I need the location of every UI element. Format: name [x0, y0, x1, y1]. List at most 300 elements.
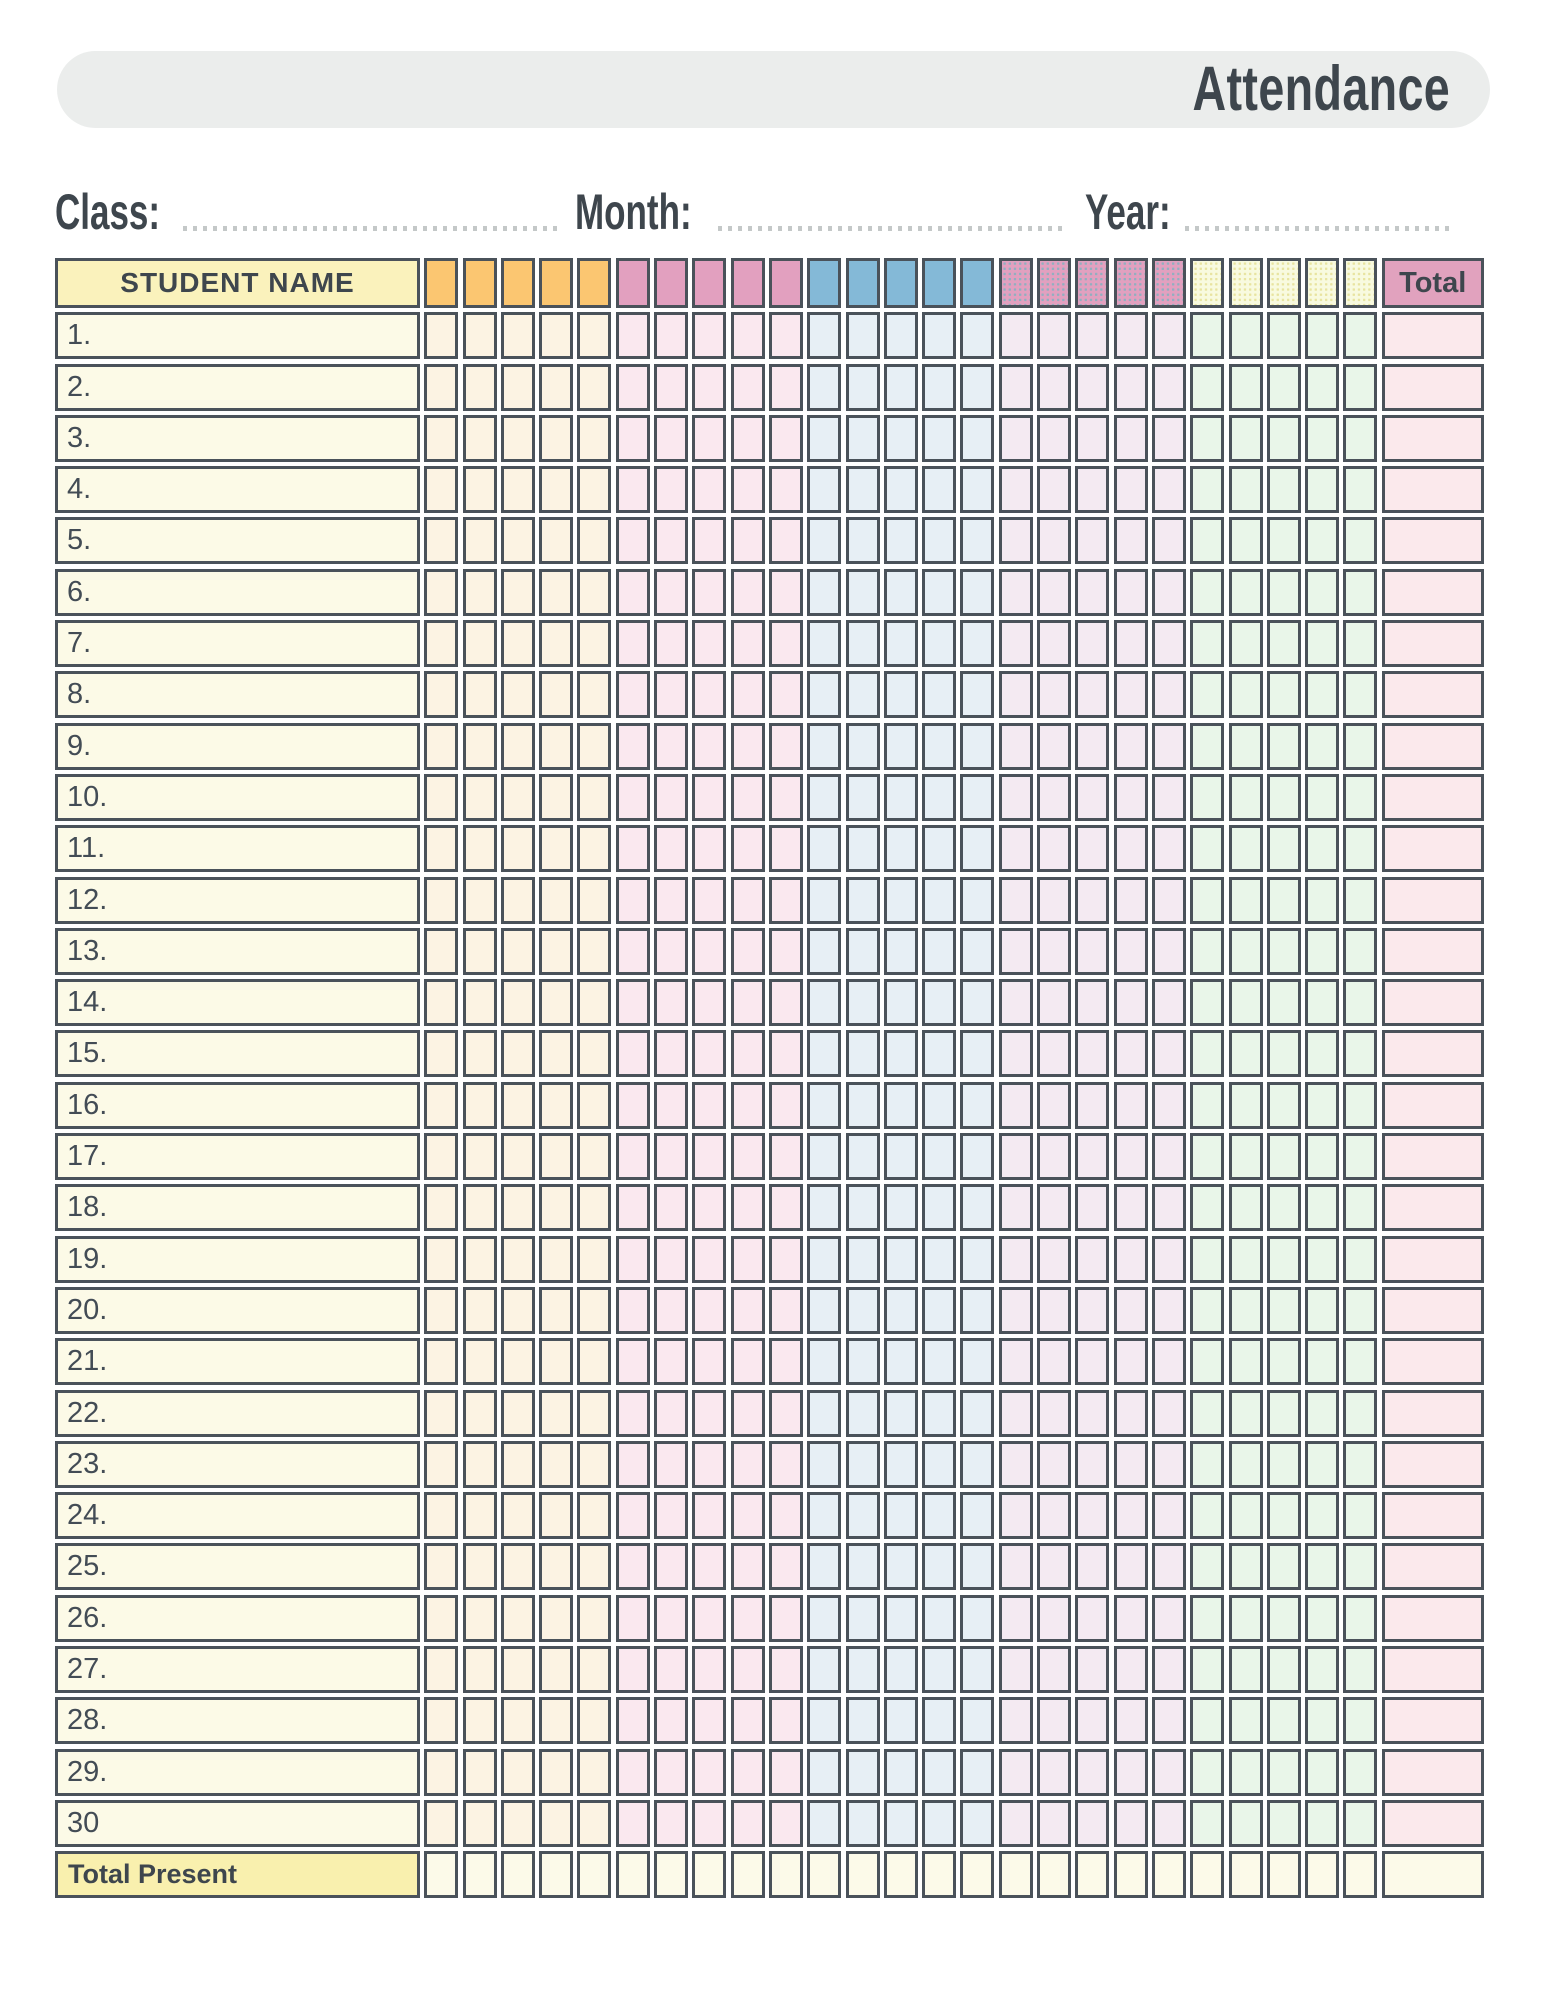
attendance-cell[interactable]: [501, 466, 535, 513]
attendance-cell[interactable]: [1305, 1749, 1339, 1796]
attendance-cell[interactable]: [1305, 723, 1339, 770]
attendance-cell[interactable]: [616, 415, 650, 462]
attendance-cell[interactable]: [1343, 1338, 1377, 1385]
attendance-cell[interactable]: [731, 1492, 765, 1539]
attendance-cell[interactable]: [769, 1646, 803, 1693]
attendance-cell[interactable]: [846, 620, 880, 667]
total-present-cell[interactable]: [1229, 1851, 1263, 1898]
attendance-cell[interactable]: [692, 928, 726, 975]
attendance-cell[interactable]: [654, 723, 688, 770]
attendance-cell[interactable]: [769, 1338, 803, 1385]
attendance-cell[interactable]: [1267, 1543, 1301, 1590]
attendance-cell[interactable]: [1075, 1287, 1109, 1334]
attendance-cell[interactable]: [692, 1697, 726, 1744]
attendance-cell[interactable]: [960, 466, 994, 513]
attendance-cell[interactable]: [654, 671, 688, 718]
attendance-cell[interactable]: [654, 1749, 688, 1796]
attendance-cell[interactable]: [424, 1646, 458, 1693]
attendance-cell[interactable]: [807, 1236, 841, 1283]
attendance-cell[interactable]: [1305, 1800, 1339, 1847]
attendance-cell[interactable]: [1037, 671, 1071, 718]
attendance-cell[interactable]: [463, 1543, 497, 1590]
attendance-cell[interactable]: [731, 1543, 765, 1590]
attendance-cell[interactable]: [539, 1184, 573, 1231]
attendance-cell[interactable]: [463, 1030, 497, 1077]
attendance-cell[interactable]: [999, 1543, 1033, 1590]
attendance-cell[interactable]: [424, 569, 458, 616]
attendance-cell[interactable]: [501, 1184, 535, 1231]
attendance-cell[interactable]: [1267, 1749, 1301, 1796]
attendance-cell[interactable]: [999, 569, 1033, 616]
attendance-cell[interactable]: [1305, 928, 1339, 975]
attendance-cell[interactable]: [922, 1749, 956, 1796]
attendance-cell[interactable]: [807, 1441, 841, 1488]
attendance-cell[interactable]: [616, 364, 650, 411]
attendance-cell[interactable]: [1343, 466, 1377, 513]
attendance-cell[interactable]: [1305, 877, 1339, 924]
attendance-cell[interactable]: [922, 364, 956, 411]
student-name-cell[interactable]: 28.: [55, 1697, 420, 1744]
attendance-cell[interactable]: [1152, 1697, 1186, 1744]
attendance-cell[interactable]: [424, 774, 458, 821]
attendance-cell[interactable]: [1075, 1543, 1109, 1590]
attendance-cell[interactable]: [731, 1082, 765, 1129]
total-cell[interactable]: [1382, 1646, 1484, 1693]
attendance-cell[interactable]: [539, 1030, 573, 1077]
attendance-cell[interactable]: [884, 1236, 918, 1283]
attendance-cell[interactable]: [1343, 1646, 1377, 1693]
attendance-cell[interactable]: [807, 569, 841, 616]
attendance-cell[interactable]: [577, 1030, 611, 1077]
attendance-cell[interactable]: [1152, 1543, 1186, 1590]
attendance-cell[interactable]: [1152, 877, 1186, 924]
attendance-cell[interactable]: [1229, 1287, 1263, 1334]
attendance-cell[interactable]: [846, 1543, 880, 1590]
total-cell[interactable]: [1382, 466, 1484, 513]
attendance-cell[interactable]: [884, 1390, 918, 1437]
attendance-cell[interactable]: [463, 671, 497, 718]
attendance-cell[interactable]: [960, 825, 994, 872]
attendance-cell[interactable]: [846, 1287, 880, 1334]
attendance-cell[interactable]: [424, 1441, 458, 1488]
attendance-cell[interactable]: [846, 979, 880, 1026]
attendance-cell[interactable]: [692, 466, 726, 513]
attendance-cell[interactable]: [577, 1338, 611, 1385]
attendance-cell[interactable]: [960, 671, 994, 718]
attendance-cell[interactable]: [539, 774, 573, 821]
attendance-cell[interactable]: [1229, 1082, 1263, 1129]
attendance-cell[interactable]: [692, 364, 726, 411]
total-present-cell[interactable]: [616, 1851, 650, 1898]
attendance-cell[interactable]: [424, 1236, 458, 1283]
attendance-cell[interactable]: [577, 312, 611, 359]
attendance-cell[interactable]: [501, 1338, 535, 1385]
attendance-cell[interactable]: [692, 671, 726, 718]
attendance-cell[interactable]: [769, 312, 803, 359]
attendance-cell[interactable]: [884, 1441, 918, 1488]
attendance-cell[interactable]: [807, 723, 841, 770]
attendance-cell[interactable]: [539, 364, 573, 411]
total-cell[interactable]: [1382, 1082, 1484, 1129]
attendance-cell[interactable]: [1152, 1646, 1186, 1693]
attendance-cell[interactable]: [846, 723, 880, 770]
attendance-cell[interactable]: [1229, 1030, 1263, 1077]
attendance-cell[interactable]: [577, 1441, 611, 1488]
attendance-cell[interactable]: [1037, 723, 1071, 770]
attendance-cell[interactable]: [539, 877, 573, 924]
attendance-cell[interactable]: [463, 928, 497, 975]
attendance-cell[interactable]: [1343, 1800, 1377, 1847]
student-name-cell[interactable]: 14.: [55, 979, 420, 1026]
attendance-cell[interactable]: [922, 1287, 956, 1334]
attendance-cell[interactable]: [577, 1595, 611, 1642]
attendance-cell[interactable]: [1037, 1287, 1071, 1334]
attendance-cell[interactable]: [692, 825, 726, 872]
attendance-cell[interactable]: [577, 723, 611, 770]
attendance-cell[interactable]: [654, 364, 688, 411]
attendance-cell[interactable]: [463, 1236, 497, 1283]
attendance-cell[interactable]: [692, 1082, 726, 1129]
attendance-cell[interactable]: [846, 364, 880, 411]
student-name-cell[interactable]: 8.: [55, 671, 420, 718]
attendance-cell[interactable]: [884, 1184, 918, 1231]
attendance-cell[interactable]: [1114, 620, 1148, 667]
attendance-cell[interactable]: [616, 1697, 650, 1744]
attendance-cell[interactable]: [731, 825, 765, 872]
attendance-cell[interactable]: [654, 774, 688, 821]
attendance-cell[interactable]: [807, 1390, 841, 1437]
attendance-cell[interactable]: [1267, 774, 1301, 821]
attendance-cell[interactable]: [884, 1800, 918, 1847]
attendance-cell[interactable]: [999, 1030, 1033, 1077]
attendance-cell[interactable]: [731, 1595, 765, 1642]
total-cell[interactable]: [1382, 364, 1484, 411]
attendance-cell[interactable]: [1152, 774, 1186, 821]
attendance-cell[interactable]: [616, 312, 650, 359]
attendance-cell[interactable]: [846, 517, 880, 564]
attendance-cell[interactable]: [424, 1133, 458, 1180]
attendance-cell[interactable]: [654, 1030, 688, 1077]
attendance-cell[interactable]: [999, 1595, 1033, 1642]
attendance-cell[interactable]: [539, 979, 573, 1026]
attendance-cell[interactable]: [1343, 928, 1377, 975]
attendance-cell[interactable]: [692, 723, 726, 770]
attendance-cell[interactable]: [1343, 1697, 1377, 1744]
attendance-cell[interactable]: [1229, 364, 1263, 411]
attendance-cell[interactable]: [1229, 312, 1263, 359]
attendance-cell[interactable]: [501, 1133, 535, 1180]
attendance-cell[interactable]: [922, 1030, 956, 1077]
attendance-cell[interactable]: [1037, 312, 1071, 359]
attendance-cell[interactable]: [884, 723, 918, 770]
attendance-cell[interactable]: [654, 415, 688, 462]
attendance-cell[interactable]: [501, 1390, 535, 1437]
attendance-cell[interactable]: [1114, 312, 1148, 359]
attendance-cell[interactable]: [1152, 620, 1186, 667]
attendance-cell[interactable]: [1114, 825, 1148, 872]
total-cell[interactable]: [1382, 1441, 1484, 1488]
attendance-cell[interactable]: [999, 415, 1033, 462]
attendance-cell[interactable]: [807, 466, 841, 513]
attendance-cell[interactable]: [1229, 517, 1263, 564]
total-present-cell[interactable]: [539, 1851, 573, 1898]
attendance-cell[interactable]: [1075, 723, 1109, 770]
attendance-cell[interactable]: [922, 979, 956, 1026]
attendance-cell[interactable]: [960, 569, 994, 616]
attendance-cell[interactable]: [539, 723, 573, 770]
attendance-cell[interactable]: [1037, 466, 1071, 513]
attendance-cell[interactable]: [654, 312, 688, 359]
attendance-cell[interactable]: [577, 1543, 611, 1590]
attendance-cell[interactable]: [501, 517, 535, 564]
attendance-cell[interactable]: [999, 1287, 1033, 1334]
attendance-cell[interactable]: [1190, 466, 1224, 513]
attendance-cell[interactable]: [1267, 1030, 1301, 1077]
attendance-cell[interactable]: [654, 569, 688, 616]
attendance-cell[interactable]: [616, 1030, 650, 1077]
attendance-cell[interactable]: [1075, 620, 1109, 667]
attendance-cell[interactable]: [1075, 1646, 1109, 1693]
attendance-cell[interactable]: [616, 671, 650, 718]
attendance-cell[interactable]: [1114, 877, 1148, 924]
attendance-cell[interactable]: [577, 569, 611, 616]
attendance-cell[interactable]: [731, 1184, 765, 1231]
total-cell[interactable]: [1382, 1184, 1484, 1231]
attendance-cell[interactable]: [922, 723, 956, 770]
attendance-cell[interactable]: [692, 415, 726, 462]
total-present-cell[interactable]: [960, 1851, 994, 1898]
attendance-cell[interactable]: [922, 1338, 956, 1385]
attendance-cell[interactable]: [884, 671, 918, 718]
attendance-cell[interactable]: [463, 569, 497, 616]
attendance-cell[interactable]: [1343, 979, 1377, 1026]
attendance-cell[interactable]: [1267, 517, 1301, 564]
attendance-cell[interactable]: [960, 877, 994, 924]
attendance-cell[interactable]: [922, 312, 956, 359]
attendance-cell[interactable]: [1229, 1492, 1263, 1539]
attendance-cell[interactable]: [1075, 569, 1109, 616]
attendance-cell[interactable]: [999, 1184, 1033, 1231]
attendance-cell[interactable]: [846, 877, 880, 924]
student-name-cell[interactable]: 3.: [55, 415, 420, 462]
attendance-cell[interactable]: [1152, 1236, 1186, 1283]
attendance-cell[interactable]: [692, 1492, 726, 1539]
attendance-cell[interactable]: [731, 1030, 765, 1077]
attendance-cell[interactable]: [1114, 1236, 1148, 1283]
attendance-cell[interactable]: [922, 1441, 956, 1488]
attendance-cell[interactable]: [1305, 825, 1339, 872]
attendance-cell[interactable]: [1305, 620, 1339, 667]
total-cell[interactable]: [1382, 1030, 1484, 1077]
attendance-cell[interactable]: [1229, 1595, 1263, 1642]
attendance-cell[interactable]: [1305, 1595, 1339, 1642]
attendance-cell[interactable]: [577, 1184, 611, 1231]
attendance-cell[interactable]: [846, 312, 880, 359]
attendance-cell[interactable]: [1190, 774, 1224, 821]
student-name-cell[interactable]: 7.: [55, 620, 420, 667]
attendance-cell[interactable]: [1305, 1184, 1339, 1231]
total-cell[interactable]: [1382, 1595, 1484, 1642]
attendance-cell[interactable]: [769, 620, 803, 667]
attendance-cell[interactable]: [846, 1492, 880, 1539]
attendance-cell[interactable]: [999, 671, 1033, 718]
attendance-cell[interactable]: [463, 1749, 497, 1796]
student-name-cell[interactable]: 24.: [55, 1492, 420, 1539]
attendance-cell[interactable]: [731, 364, 765, 411]
attendance-cell[interactable]: [501, 1030, 535, 1077]
attendance-cell[interactable]: [1114, 1646, 1148, 1693]
attendance-cell[interactable]: [616, 928, 650, 975]
total-cell[interactable]: [1382, 415, 1484, 462]
attendance-cell[interactable]: [960, 1800, 994, 1847]
attendance-cell[interactable]: [999, 364, 1033, 411]
attendance-cell[interactable]: [999, 517, 1033, 564]
attendance-cell[interactable]: [501, 1287, 535, 1334]
attendance-cell[interactable]: [1075, 415, 1109, 462]
attendance-cell[interactable]: [1305, 466, 1339, 513]
attendance-cell[interactable]: [501, 825, 535, 872]
attendance-cell[interactable]: [1343, 312, 1377, 359]
student-name-cell[interactable]: 23.: [55, 1441, 420, 1488]
attendance-cell[interactable]: [922, 620, 956, 667]
year-input-line[interactable]: [1185, 226, 1455, 231]
attendance-cell[interactable]: [463, 825, 497, 872]
attendance-cell[interactable]: [1075, 1082, 1109, 1129]
attendance-cell[interactable]: [501, 1749, 535, 1796]
attendance-cell[interactable]: [846, 1441, 880, 1488]
attendance-cell[interactable]: [1114, 723, 1148, 770]
attendance-cell[interactable]: [463, 723, 497, 770]
attendance-cell[interactable]: [692, 620, 726, 667]
attendance-cell[interactable]: [846, 466, 880, 513]
total-present-cell[interactable]: [1075, 1851, 1109, 1898]
attendance-cell[interactable]: [1037, 517, 1071, 564]
attendance-cell[interactable]: [692, 1595, 726, 1642]
attendance-cell[interactable]: [769, 723, 803, 770]
attendance-cell[interactable]: [1343, 1082, 1377, 1129]
attendance-cell[interactable]: [1229, 1390, 1263, 1437]
attendance-cell[interactable]: [692, 1441, 726, 1488]
student-name-cell[interactable]: 19.: [55, 1236, 420, 1283]
attendance-cell[interactable]: [577, 466, 611, 513]
attendance-cell[interactable]: [884, 1338, 918, 1385]
attendance-cell[interactable]: [731, 928, 765, 975]
attendance-cell[interactable]: [999, 1133, 1033, 1180]
attendance-cell[interactable]: [1267, 979, 1301, 1026]
attendance-cell[interactable]: [960, 1749, 994, 1796]
attendance-cell[interactable]: [1037, 620, 1071, 667]
attendance-cell[interactable]: [501, 1492, 535, 1539]
student-name-cell[interactable]: 17.: [55, 1133, 420, 1180]
attendance-cell[interactable]: [1190, 1646, 1224, 1693]
attendance-cell[interactable]: [1343, 1184, 1377, 1231]
attendance-cell[interactable]: [539, 1646, 573, 1693]
attendance-cell[interactable]: [999, 1749, 1033, 1796]
total-present-cell[interactable]: [1152, 1851, 1186, 1898]
attendance-cell[interactable]: [424, 415, 458, 462]
attendance-cell[interactable]: [884, 620, 918, 667]
attendance-cell[interactable]: [463, 466, 497, 513]
attendance-cell[interactable]: [654, 466, 688, 513]
attendance-cell[interactable]: [1152, 979, 1186, 1026]
attendance-cell[interactable]: [1152, 364, 1186, 411]
attendance-cell[interactable]: [1343, 415, 1377, 462]
attendance-cell[interactable]: [577, 877, 611, 924]
attendance-cell[interactable]: [1267, 569, 1301, 616]
attendance-cell[interactable]: [1190, 1595, 1224, 1642]
attendance-cell[interactable]: [1075, 1133, 1109, 1180]
attendance-cell[interactable]: [731, 1287, 765, 1334]
attendance-cell[interactable]: [1229, 1543, 1263, 1590]
attendance-cell[interactable]: [1037, 569, 1071, 616]
attendance-cell[interactable]: [731, 671, 765, 718]
attendance-cell[interactable]: [1190, 671, 1224, 718]
attendance-cell[interactable]: [577, 825, 611, 872]
attendance-cell[interactable]: [1343, 1492, 1377, 1539]
student-name-cell[interactable]: 20.: [55, 1287, 420, 1334]
attendance-cell[interactable]: [1037, 1390, 1071, 1437]
attendance-cell[interactable]: [999, 825, 1033, 872]
attendance-cell[interactable]: [769, 569, 803, 616]
attendance-cell[interactable]: [463, 1646, 497, 1693]
attendance-cell[interactable]: [884, 466, 918, 513]
attendance-cell[interactable]: [501, 312, 535, 359]
attendance-cell[interactable]: [1037, 415, 1071, 462]
attendance-cell[interactable]: [731, 1390, 765, 1437]
attendance-cell[interactable]: [539, 1133, 573, 1180]
attendance-cell[interactable]: [1343, 1133, 1377, 1180]
attendance-cell[interactable]: [1305, 312, 1339, 359]
attendance-cell[interactable]: [999, 979, 1033, 1026]
attendance-cell[interactable]: [769, 1287, 803, 1334]
attendance-cell[interactable]: [999, 723, 1033, 770]
attendance-cell[interactable]: [616, 1338, 650, 1385]
attendance-cell[interactable]: [1267, 1082, 1301, 1129]
attendance-cell[interactable]: [692, 1030, 726, 1077]
attendance-cell[interactable]: [999, 1390, 1033, 1437]
attendance-cell[interactable]: [769, 877, 803, 924]
attendance-cell[interactable]: [1190, 877, 1224, 924]
attendance-cell[interactable]: [769, 1492, 803, 1539]
attendance-cell[interactable]: [922, 825, 956, 872]
total-present-cell[interactable]: [463, 1851, 497, 1898]
attendance-cell[interactable]: [1037, 1697, 1071, 1744]
total-present-cell[interactable]: [846, 1851, 880, 1898]
attendance-cell[interactable]: [501, 877, 535, 924]
attendance-cell[interactable]: [807, 1646, 841, 1693]
attendance-cell[interactable]: [922, 1595, 956, 1642]
attendance-cell[interactable]: [616, 1184, 650, 1231]
attendance-cell[interactable]: [616, 877, 650, 924]
total-cell[interactable]: [1382, 1749, 1484, 1796]
attendance-cell[interactable]: [424, 364, 458, 411]
attendance-cell[interactable]: [769, 415, 803, 462]
attendance-cell[interactable]: [1343, 620, 1377, 667]
attendance-cell[interactable]: [1305, 1030, 1339, 1077]
attendance-cell[interactable]: [654, 1184, 688, 1231]
attendance-cell[interactable]: [1229, 1184, 1263, 1231]
student-name-cell[interactable]: 5.: [55, 517, 420, 564]
attendance-cell[interactable]: [1267, 364, 1301, 411]
attendance-cell[interactable]: [424, 877, 458, 924]
attendance-cell[interactable]: [960, 1492, 994, 1539]
attendance-cell[interactable]: [616, 1543, 650, 1590]
attendance-cell[interactable]: [616, 825, 650, 872]
attendance-cell[interactable]: [1075, 1184, 1109, 1231]
attendance-cell[interactable]: [1190, 1492, 1224, 1539]
attendance-cell[interactable]: [1190, 517, 1224, 564]
attendance-cell[interactable]: [1343, 1030, 1377, 1077]
